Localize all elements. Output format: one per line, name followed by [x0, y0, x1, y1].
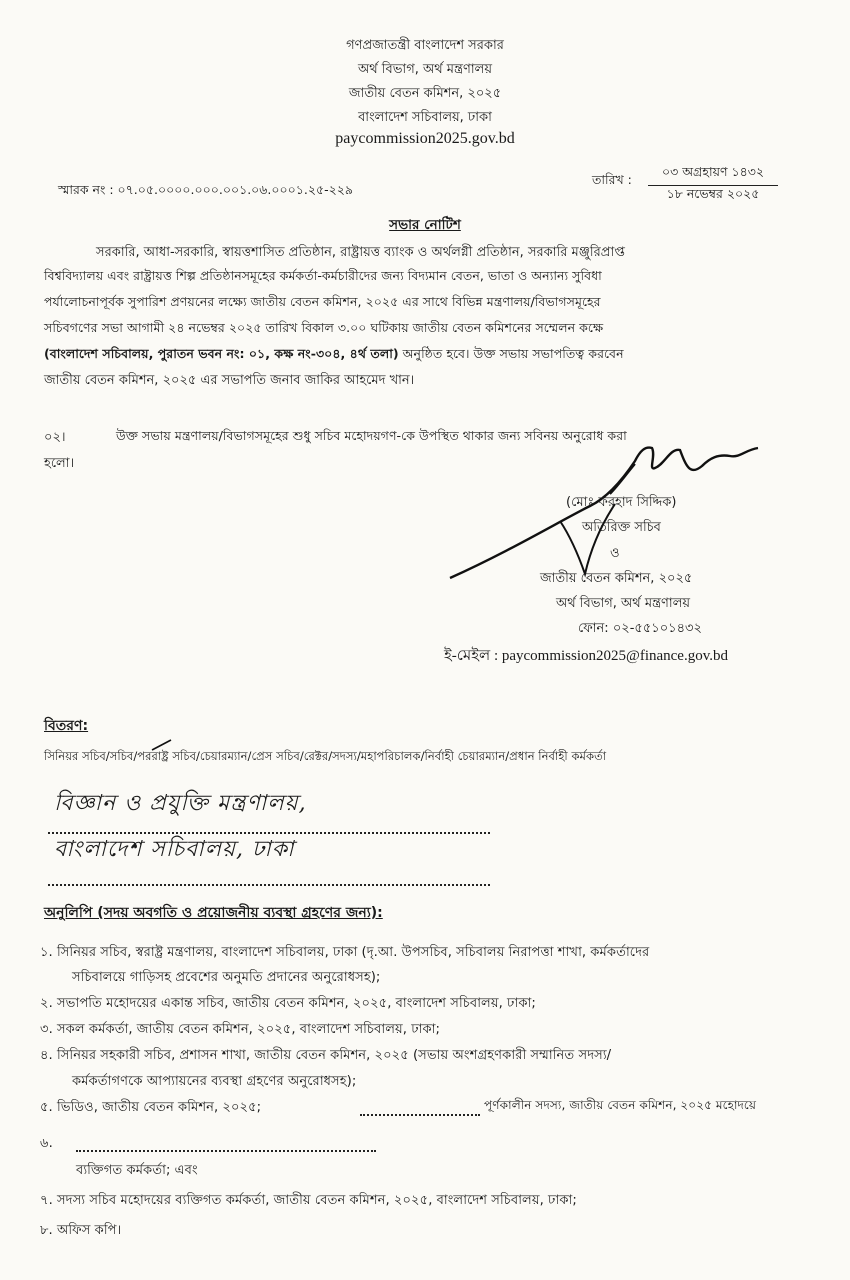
copy-item-2: ২. সভাপতি মহোদয়ের একান্ত সচিব, জাতীয় বেতন কমিশন, ২০২৫, বাংলাদেশ সচিবালয়, ঢাকা;	[40, 996, 536, 1011]
copy-item-5: ৫. ভিডিও, জাতীয় বেতন কমিশন, ২০২৫;	[40, 1100, 262, 1115]
signatory-role: জাতীয় বেতন কমিশন, ২০২৫	[540, 571, 693, 586]
para1-line4: সচিবগণের সভা আগামী ২৪ নভেম্বর ২০২৫ তারিখ বিকাল ৩.০০ ঘটিকায় জাতীয় বেতন কমিশনের সম্মেলন কক্ষে	[44, 320, 604, 335]
date-label: তারিখ :	[592, 172, 632, 187]
website[interactable]: paycommission2025.gov.bd	[335, 130, 515, 147]
govt-name: গণপ্রজাতন্ত্রী বাংলাদেশ সরকার	[346, 38, 504, 53]
dotted-line-2	[48, 884, 490, 886]
signatory-division: অর্থ বিভাগ, অর্থ মন্ত্রণালয়	[556, 596, 691, 611]
dotted-line-4	[76, 1150, 376, 1152]
commission-name: জাতীয় বেতন কমিশন, ২০২৫	[348, 86, 502, 101]
copy-item-8: ৮. অফিস কপি।	[40, 1223, 122, 1238]
secretariat-name: বাংলাদেশ সচিবালয়, ঢাকা	[358, 110, 492, 125]
venue-bold: (বাংলাদেশ সচিবালয়, পুরাতন ভবন নং: ০১, কক্ষ নং-৩০৪, ৪র্থ তলা)	[44, 346, 399, 361]
memo-ref: স্মারক নং : ০৭.০৫.০০০০.০০০.০০১.০৬.০০০১.২৫-২২৯	[58, 182, 353, 197]
copy-item-7: ৭. সদস্য সচিব মহোদয়ের ব্যক্তিগত কর্মকর্তা, জাতীয় বেতন কমিশন, ২০২৫, বাংলাদেশ সচিবালয়, ঢাকা;	[40, 1193, 577, 1208]
division-name: অর্থ বিভাগ, অর্থ মন্ত্রণালয়	[357, 62, 493, 77]
dotted-line-3	[360, 1114, 480, 1116]
copy-item-4-cont: কর্মকর্তাগণকে আপ্যায়নের ব্যবস্থা গ্রহণের অনুরোধসহ);	[72, 1074, 357, 1089]
copy-item-3: ৩. সকল কর্মকর্তা, জাতীয় বেতন কমিশন, ২০২৫, বাংলাদেশ সচিবালয়, ঢাকা;	[40, 1022, 440, 1037]
para1-line6: জাতীয় বেতন কমিশন, ২০২৫ এর সভাপতি জনাব জাকির আহমেদ খান।	[44, 373, 415, 388]
distribution-heading: বিতরণ:	[44, 718, 89, 734]
date-english: ১৮ নভেম্বর ২০২৫	[666, 186, 760, 201]
copy-item-5-member: পূর্ণকালীন সদস্য, জাতীয় বেতন কমিশন, ২০২৫ মহোদয়ে	[484, 1098, 756, 1112]
venue-rest: অনুষ্ঠিত হবে। উক্ত সভায় সভাপতিত্ব করবেন	[398, 346, 624, 361]
copy-item-1: ১. সিনিয়র সচিব, স্বরাষ্ট্র মন্ত্রণালয়, বাংলাদেশ সচিবালয়, ঢাকা (দৃ.আ. উপসচিব, সচিবালয় নিরাপত্তা শাখা, কর্মকর্তাদের	[40, 945, 650, 960]
para2-number: ০২।	[44, 430, 66, 445]
notice-title: সভার নোটিশ	[389, 217, 461, 233]
copy-item-1-cont: সচিবালয়ে গাড়িসহ প্রবেশের অনুমতি প্রদানের অনুরোধসহ);	[72, 970, 381, 985]
para2-text: উক্ত সভায় মন্ত্রণালয়/বিভাগসমূহের শুধু সচিব মহোদয়গণ-কে উপস্থিত থাকার জন্য সবিনয় অনুরোধ করা	[116, 428, 627, 443]
para1-line5	[44, 346, 624, 366]
copy-item-6: ৬.	[40, 1136, 53, 1151]
signatory-email[interactable]: ই-মেইল : paycommission2025@finance.gov.bd	[444, 648, 728, 664]
handwritten-recipient-2: বাংলাদেশ সচিবালয়, ঢাকা	[54, 837, 295, 862]
signatory-phone: ফোন: ০২-৫৫১০১৪৩২	[578, 621, 702, 636]
handwritten-recipient-1: বিজ্ঞান ও প্রযুক্তি মন্ত্রণালয়,	[54, 791, 307, 816]
distribution-recipients: সিনিয়র সচিব/সচিব/পররাষ্ট্র সচিব/চেয়ারম্যান/প্রেস সচিব/রেক্টর/সদস্য/মহাপরিচালক/নির্বাহী চেয়ারম্যান/প্রধান নির্বাহী কর্মকর্তা	[44, 749, 607, 763]
copy-item-4: ৪. সিনিয়র সহকারী সচিব, প্রশাসন শাখা, জাতীয় বেতন কমিশন, ২০২৫ (সভায় অংশগ্রহণকারী সম্মানিত সদস্য/	[40, 1048, 612, 1063]
para2-end: হলো।	[44, 456, 75, 471]
signatory-name: (মোঃ ফরহাদ সিদ্দিক)	[566, 495, 677, 510]
copy-item-6-cont: ব্যক্তিগত কর্মকর্তা; এবং	[76, 1163, 198, 1178]
signatory-and: ও	[610, 546, 620, 561]
signatory-designation: অতিরিক্ত সচিব	[582, 520, 661, 535]
para1-line1: সরকারি, আধা-সরকারি, স্বায়ত্তশাসিত প্রতিষ্ঠান, রাষ্ট্রায়ত্ত ব্যাংক ও অর্থলগ্নী প্রতিষ্ঠান, সরকারি মঞ্জুরিপ্রাপ্ত	[96, 245, 625, 260]
copies-heading: অনুলিপি (সদয় অবগতি ও প্রয়োজনীয় ব্যবস্থা গ্রহণের জন্য):	[44, 905, 383, 921]
para1-line2: বিশ্ববিদ্যালয় এবং রাষ্ট্রায়ত্ত শিল্প প্রতিষ্ঠানসমূহের কর্মকর্তা-কর্মচারীদের জন্য বিদ্যমান বেতন, ভাতা ও অন্যান্য সুবিধা	[44, 268, 602, 283]
date-bangla: ০৩ অগ্রহায়ণ ১৪৩২	[648, 164, 778, 186]
para1-line3: পর্যালোচনাপূর্বক সুপারিশ প্রণয়নের লক্ষ্যে জাতীয় বেতন কমিশন, ২০২৫ এর সাথে বিভিন্ন মন্ত্রণালয়/বিভাগসমূহের	[44, 294, 601, 309]
